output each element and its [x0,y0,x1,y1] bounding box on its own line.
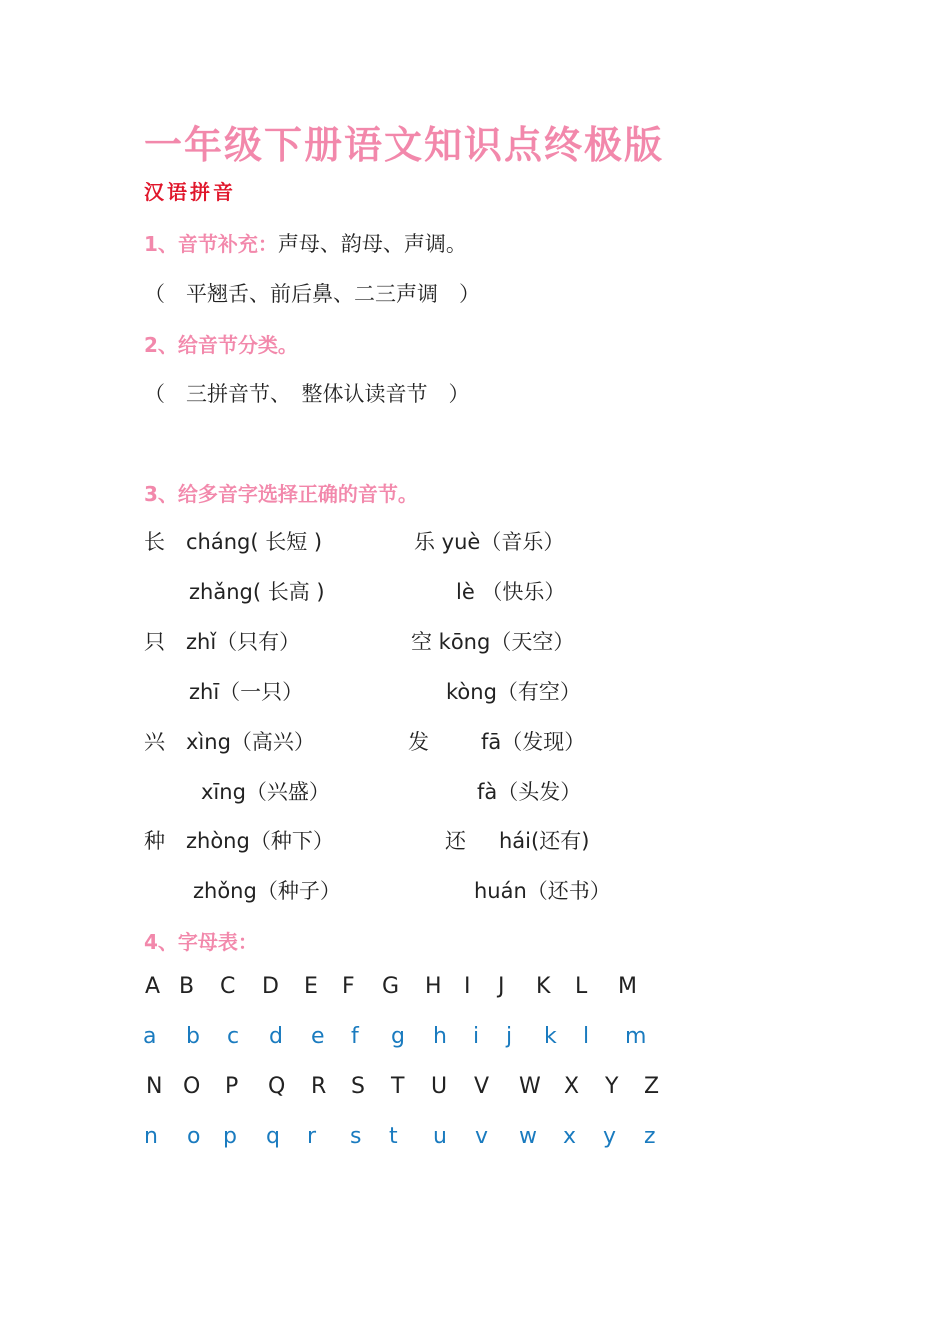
polyphone-zhong4: 种 zhòng（种下） [144,829,334,853]
uppercase-letter-Z: Z [644,1074,660,1099]
uppercase-letter-Q: Q [268,1074,286,1099]
lowercase-letter-u: u [433,1124,447,1149]
lowercase-letter-x: x [563,1124,577,1149]
lowercase-letter-v: v [475,1124,489,1149]
section-2-heading: 2、给音节分类。 [144,333,298,357]
lowercase-letter-p: p [223,1124,237,1149]
lowercase-letter-f: f [351,1024,359,1049]
uppercase-letter-M: M [618,974,637,999]
uppercase-letter-I: I [464,974,471,999]
lowercase-letter-j: j [506,1024,513,1049]
uppercase-letter-S: S [351,1074,365,1099]
polyphone-huan: huán（还书） [474,879,611,903]
uppercase-letter-O: O [183,1074,201,1099]
lowercase-letter-o: o [187,1124,201,1149]
uppercase-letter-P: P [225,1074,239,1099]
lowercase-letter-m: m [625,1024,647,1049]
uppercase-letter-J: J [498,974,505,999]
uppercase-letter-A: A [145,974,161,999]
lowercase-letter-s: s [350,1124,362,1149]
lowercase-letter-z: z [644,1124,656,1149]
polyphone-xing1: xīng（兴盛） [201,780,330,804]
section-title-pinyin: 汉语拼音 [144,180,236,204]
polyphone-huan-char: 还 [445,829,466,853]
polyphone-kong1: 空 kōng（天空） [411,630,575,654]
section-4-heading: 4、字母表： [144,930,258,954]
lowercase-letter-w: w [519,1124,537,1149]
polyphone-kong4: kòng（有空） [446,680,581,704]
uppercase-letter-Y: Y [605,1074,619,1099]
lowercase-letter-e: e [311,1024,325,1049]
uppercase-letter-K: K [536,974,551,999]
section-1-text: 声母、韵母、声调。 [277,232,467,256]
section-3-heading: 3、给多音字选择正确的音节。 [144,482,418,506]
uppercase-letter-W: W [519,1074,541,1099]
uppercase-letter-D: D [262,974,279,999]
uppercase-letter-C: C [220,974,236,999]
lowercase-letter-n: n [144,1124,158,1149]
section-2-note: （ 三拼音节、 整体认读音节 ） [144,382,470,406]
lowercase-letter-b: b [186,1024,200,1049]
uppercase-letter-T: T [391,1074,405,1099]
polyphone-chang: 长 cháng( 长短 ) [144,530,323,554]
uppercase-letter-N: N [146,1074,163,1099]
lowercase-letter-k: k [544,1024,557,1049]
uppercase-letter-L: L [575,974,588,999]
lowercase-letter-y: y [603,1124,617,1149]
uppercase-letter-X: X [564,1074,580,1099]
lowercase-letter-l: l [583,1024,590,1049]
polyphone-yue: 乐 yuè（音乐） [414,530,565,554]
uppercase-letter-R: R [311,1074,327,1099]
uppercase-letter-V: V [474,1074,490,1099]
polyphone-zhi1: zhī（一只） [189,680,304,704]
polyphone-le: lè （快乐） [456,580,566,604]
polyphone-xing4: 兴 xìng（高兴） [144,730,315,754]
lowercase-letter-t: t [389,1124,398,1149]
uppercase-letter-G: G [382,974,400,999]
section-1-heading: 1、音节补充： [144,232,278,256]
section-1 [144,228,467,258]
polyphone-zhang: zhǎng( 长高 ) [189,580,325,604]
lowercase-letter-c: c [227,1024,240,1049]
polyphone-hai: hái(还有) [499,829,590,853]
lowercase-letter-r: r [307,1124,317,1149]
polyphone-fa1: fā（发现） [481,730,586,754]
section-1-note: （ 平翘舌、前后鼻、二三声调 ） [144,282,480,306]
uppercase-letter-H: H [425,974,442,999]
polyphone-fa-char: 发 [408,730,429,754]
uppercase-letter-F: F [342,974,355,999]
lowercase-letter-g: g [391,1024,405,1049]
polyphone-zhi3: 只 zhǐ（只有） [144,630,301,654]
lowercase-letter-h: h [433,1024,447,1049]
lowercase-letter-i: i [473,1024,480,1049]
page-title: 一年级下册语文知识点终极版 [144,123,665,167]
uppercase-letter-E: E [304,974,318,999]
uppercase-letter-B: B [179,974,195,999]
polyphone-fa4: fà（头发） [477,780,582,804]
polyphone-zhong3: zhǒng（种子） [193,879,341,903]
lowercase-letter-q: q [266,1124,280,1149]
lowercase-letter-d: d [269,1024,283,1049]
lowercase-letter-a: a [143,1024,157,1049]
uppercase-letter-U: U [431,1074,448,1099]
